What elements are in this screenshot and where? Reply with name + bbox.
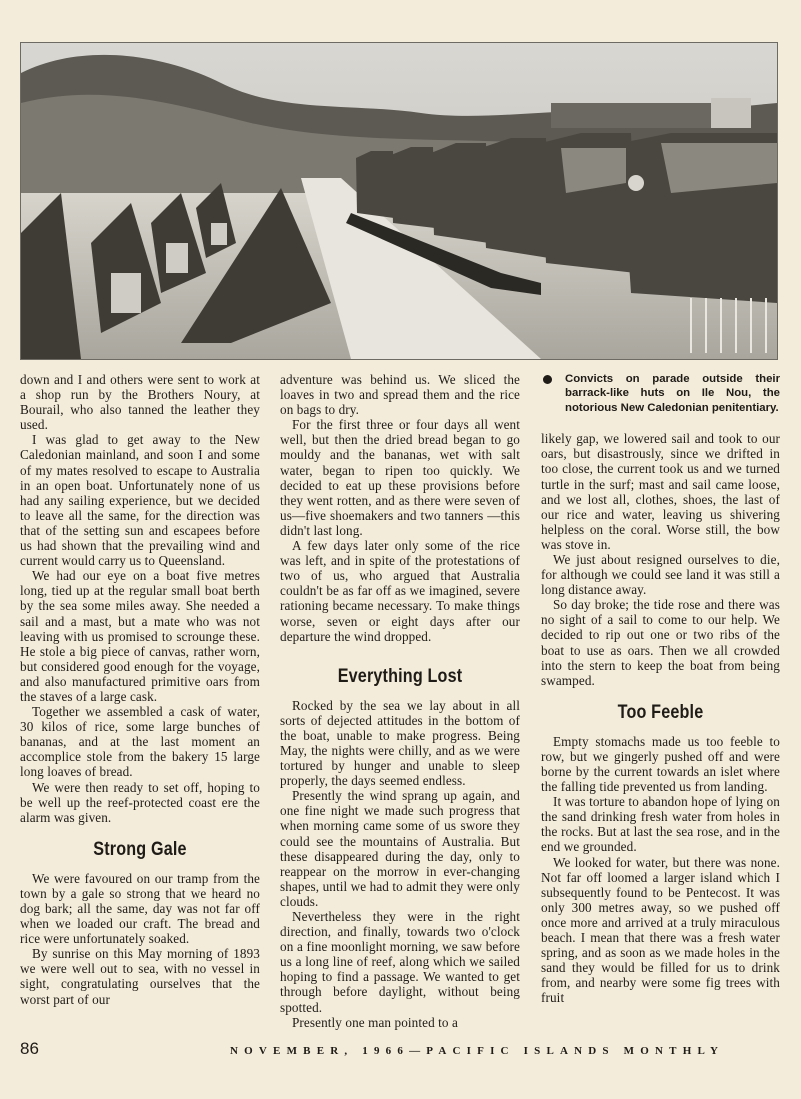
photo-caption [541,372,780,415]
section-heading-too-feeble: Too Feeble [617,701,704,723]
paragraph: Presently one man pointed to a [292,1014,458,1030]
paragraph: Together we assembled a cask of water, 30 kilos of rice, some large bunches of bananas, and at the last moment an accomplice stole from the bakery 15 large long loaves of bread. [20,704,260,780]
paragraph: Empty stomachs made us too feeble to row, but we gingerly pushed off and were borne by the current towards an islet where the falling tide prevented us from landing. [541,733,780,795]
paragraph: We were then ready to set off, hoping to be well up the reef-protected coast ere the alarm was given. [20,779,260,825]
page-number: 86 [20,1039,39,1058]
caption-text: Convicts on parade outside their barrack-like huts on Ile Nou, the notorious New Caledonian penitentiary. [565,373,780,414]
section-heading-strong-gale: Strong Gale [93,838,187,860]
paragraph: We just about resigned ourselves to die, for although we could see land it was still a long distance away. [541,551,780,598]
paragraph: adventure was behind us. We sliced the loaves in two and spread them and the rice on bags to dry. [280,372,520,418]
text-column-2 [280,372,520,1030]
paragraph: So day broke; the tide rose and there was no sight of a sail to come to our help. We decided to rip out one or two ribs of the boat to use as oars. Then we all crowded into the stern to keep the boat from being swamped. [541,597,780,688]
paragraph: It was torture to abandon hope of lying on the sand drinking fresh water from holes in the rocks. But at last the sea rose, and in the end we grounded. [541,794,780,855]
paragraph: By sunrise on this May morning of 1893 we were well out to sea, with no vessel in sight, congratulating ourselves that the worst part of our [20,946,260,1007]
photo-illustration [21,43,777,359]
article-photo [20,42,778,360]
paragraph: likely gap, we lowered sail and took to our oars, but disastrously, since we drifted in too close, the current took us and we turned turtle in the surf; mast and sail came loose, and we lost all, clothes, shoes, the last of our rice and water, leaving us shivering helpless on the coral. Worse still, the bow was stove in. [541,431,780,552]
paragraph: We were favoured on our tramp from the town by a gale so strong that we heard no dog bark; all the same, day was not far off when we loaded our craft. The bread and rice were unfortunately soaked. [20,870,260,947]
bullet-icon [543,375,552,384]
text-column-3 [541,372,780,1006]
paragraph: We looked for water, but there was none. Not far off loomed a larger island which I subsequently found to be Pentecost. It was only 300 metres away, so we pushed off once more and arrived at a truly miraculous beach. I mean that there was a fresh water spring, and as soon as we made holes in the sand they would be filled for us to drink from, and nearby were some fig trees with fruit [541,854,780,1006]
paragraph: I was glad to get away to the New Caledonian mainland, and soon I and some of my mates resolved to escape to Australia in an open boat. Unfortunately none of us had any sailing experience, but we decided to leave all the same, for the direction was that of the setting sun and escapees before us had shown that the prevailing wind and current would carry us to Queensland. [20,432,260,569]
section-heading-everything-lost: Everything Lost [337,665,463,687]
paragraph: Nevertheless they were in the right direction, and finally, towards two o'clock on a fine moonlight morning, we saw before us a long line of reef, along which we sailed hoping to find a passage. We wanted to get through before daylight, without being spotted. [280,909,520,1015]
page-footer [20,1039,780,1066]
paragraph: Presently the wind sprang up again, and one fine night we made such progress that when morning came some of us swore they could see the mountains of Australia. But these disappeared during the day, only to reappear on the morrow in ever-changing shapes, until we had to admit they were only clouds. [280,788,520,909]
paragraph: Rocked by the sea we lay about in all sorts of dejected attitudes in the bottom of the boat, unable to make progress. Being May, the nights were chilly, and as we were tortured by hunger and unable to sleep properly, the days seemed endless. [280,697,520,789]
paragraph: We had our eye on a boat five metres long, tied up at the regular small boat berth by the sea some miles away. She needed a sail and a mast, but a mate who was not leaving with us promised to scrounge these. He stole a big piece of canvas, rather worn, but considered good enough for the voyage, and also manufactured primitive oars from the staves of a large cask. [20,568,260,704]
paragraph: down and I and others were sent to work at a shop run by the Brothers Noury, at Bourail, who also tanned the leather they used. [20,372,260,433]
text-column-1 [20,372,260,1007]
paragraph: A few days later only some of the rice was left, and in spite of the protestations of two of us, who argued that Australia couldn't be as far off as we imagined, severe rationing became necessary. To make things worse, seven or eight days after our departure the wind dropped. [280,538,520,644]
paragraph: For the first three or four days all went well, but then the dried bread began to go mouldy and the bananas, wet with salt water, began to ripen too quickly. We decided to eat up these provisions before they went rotten, and as there were seven of us—five shoemakers and two tanners —this didn't last long. [280,417,520,538]
running-title: NOVEMBER, 1966—PACIFIC ISLANDS MONTHLY [230,1045,725,1057]
